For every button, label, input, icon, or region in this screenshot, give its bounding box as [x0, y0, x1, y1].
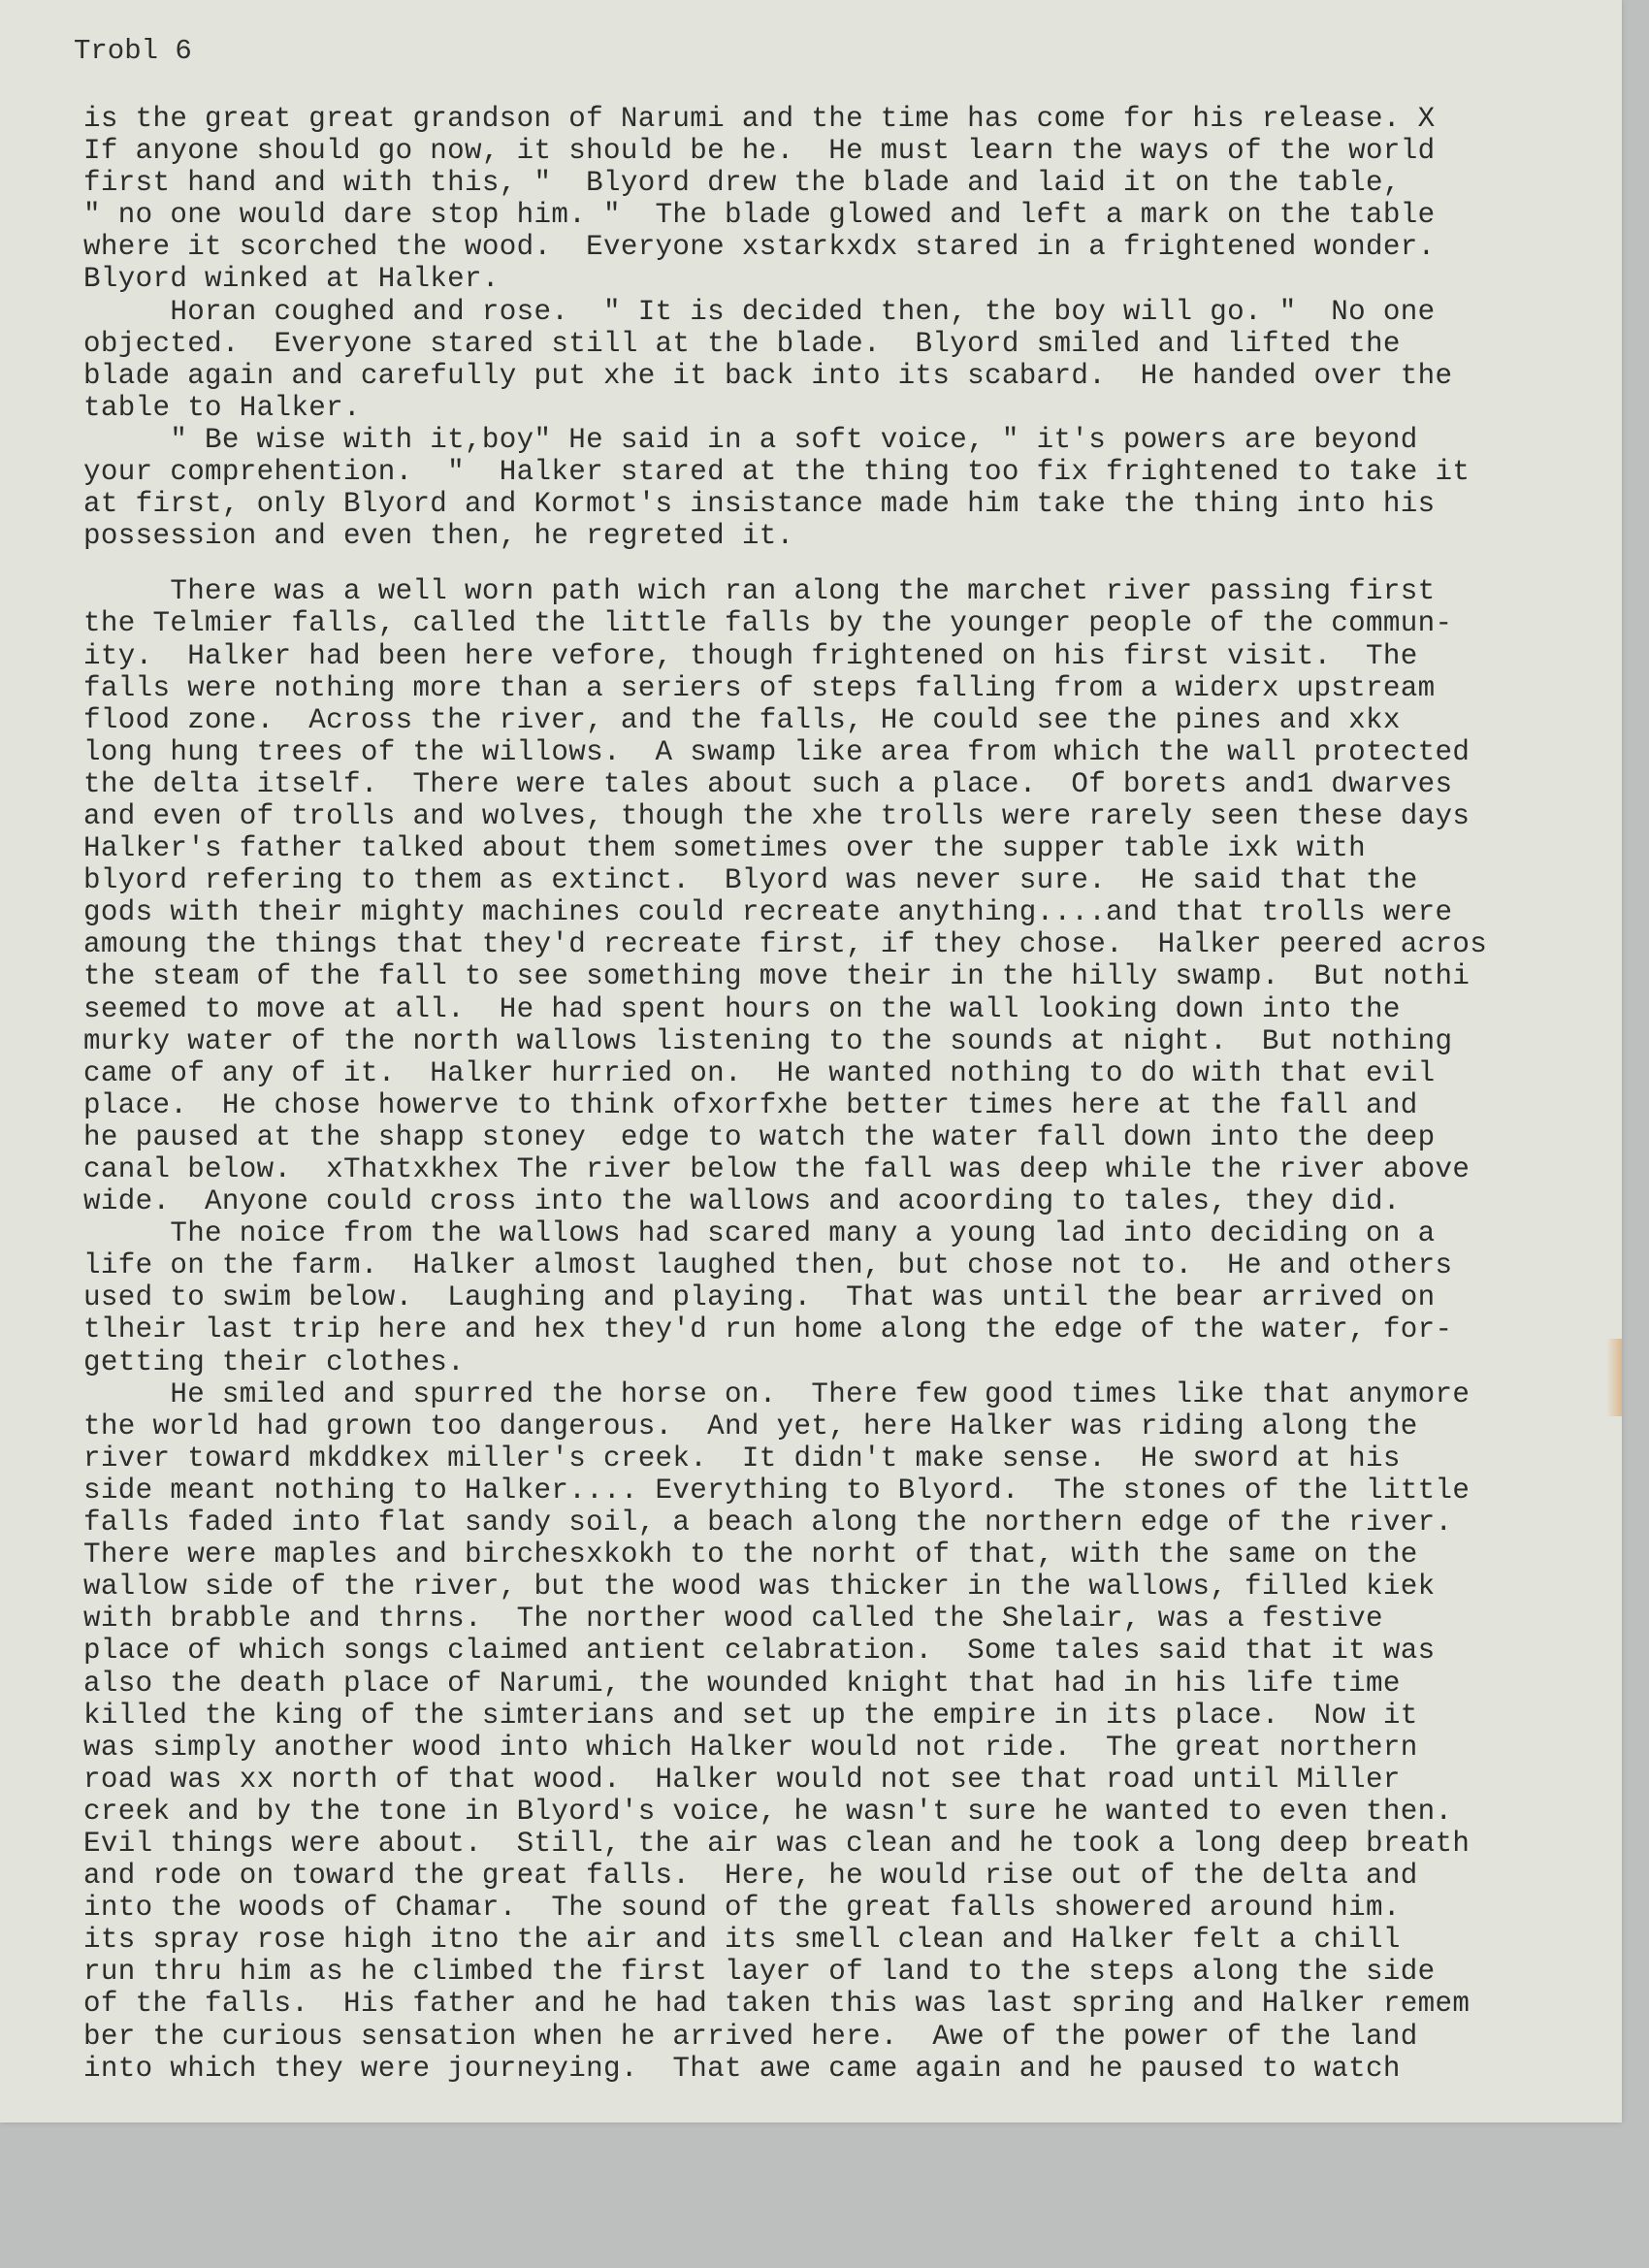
- text-line: ity. Halker had been here vefore, though frightened on his first visit. The: [83, 639, 1418, 672]
- paper-stain: [1606, 1339, 1622, 1416]
- text-line: he paused at the shapp stoney edge to watch the water fall down into the deep: [83, 1120, 1436, 1153]
- text-line: was simply another wood into which Halker would not ride. The great northern: [83, 1731, 1418, 1764]
- text-line: the delta itself. There were tales about such a place. Of borets and1 dwarves: [83, 767, 1453, 800]
- text-line: Evil things were about. Still, the air was clean and he took a long deep breath: [83, 1827, 1471, 1860]
- text-line: ber the curious sensation when he arrived here. Awe of the power of the land: [83, 2020, 1418, 2053]
- text-line: place. He chose howerve to think ofxorfxhe better times here at the fall and: [83, 1088, 1418, 1121]
- page-body: [83, 103, 1626, 2085]
- text-line: wallow side of the river, but the wood was thicker in the wallows, filled kiek: [83, 1571, 1436, 1604]
- text-line: first hand and with this, " Blyord drew the blade and laid it on the table,: [83, 167, 1401, 200]
- paragraph-block-2: [83, 575, 1626, 2084]
- text-line: where it scorched the wood. Everyone xstarkxdx stared in a frightened wonder.: [83, 231, 1436, 264]
- text-line: canal below. xThatxkhex The river below the fall was deep while the river above: [83, 1153, 1471, 1185]
- text-line: came of any of it. Halker hurried on. He wanted nothing to do with that evil: [83, 1056, 1436, 1089]
- paragraph-block-1: [83, 103, 1626, 552]
- text-line: Halker's father talked about them sometimes over the supper table ixk with: [83, 832, 1367, 865]
- text-line: possession and even then, he regreted it.: [83, 520, 794, 553]
- text-line: and even of trolls and wolves, though the xhe trolls were rarely seen these days: [83, 799, 1471, 832]
- text-line: murky water of the north wallows listening to the sounds at night. But nothing: [83, 1024, 1453, 1057]
- text-line: the steam of the fall to see something move their in the hilly swamp. But nothi: [83, 960, 1471, 993]
- text-line: objected. Everyone stared still at the blade. Blyord smiled and lifted the: [83, 327, 1401, 360]
- text-line: If anyone should go now, it should be he. He must learn the ways of the world: [83, 135, 1436, 168]
- text-line: wide. Anyone could cross into the wallows and acoording to tales, they did.: [83, 1185, 1401, 1218]
- text-line: of the falls. His father and he had taken this was last spring and Halker remem: [83, 1988, 1471, 2021]
- text-line: He smiled and spurred the horse on. There few good times like that anymore: [83, 1377, 1471, 1410]
- text-line: creek and by the tone in Blyord's voice, he wasn't sure he wanted to even then.: [83, 1795, 1453, 1828]
- text-line: table to Halker.: [83, 391, 361, 424]
- text-line: and rode on toward the great falls. Here, he would rise out of the delta and: [83, 1860, 1418, 1893]
- text-line: at first, only Blyord and Kormot's insistance made him take the thing into his: [83, 488, 1436, 521]
- text-line: There were maples and birchesxkokh to the norht of that, with the same on the: [83, 1539, 1418, 1571]
- text-line: amoung the things that they'd recreate first, if they chose. Halker peered acros: [83, 928, 1488, 961]
- text-line: your comprehention. " Halker stared at the thing too fix frightened to take it: [83, 456, 1471, 489]
- text-line: falls faded into flat sandy soil, a beach along the northern edge of the river.: [83, 1507, 1453, 1539]
- text-line: gods with their mighty machines could recreate anything....and that trolls were: [83, 896, 1453, 929]
- text-line: run thru him as he climbed the first layer of land to the steps along the side: [83, 1956, 1436, 1989]
- text-line: There was a well worn path wich ran along the marchet river passing first: [83, 575, 1436, 608]
- text-line: Horan coughed and rose. " It is decided then, the boy will go. " No one: [83, 295, 1436, 328]
- text-line: the world had grown too dangerous. And yet, here Halker was riding along the: [83, 1409, 1418, 1442]
- text-line: " Be wise with it,boy" He said in a soft voice, " it's powers are beyond: [83, 423, 1418, 456]
- text-line: getting their clothes.: [83, 1345, 466, 1378]
- text-line: life on the farm. Halker almost laughed then, but chose not to. He and others: [83, 1249, 1453, 1282]
- text-line: with brabble and thrns. The norther wood called the Shelair, was a festive: [83, 1603, 1383, 1636]
- text-line: tlheir last trip here and hex they'd run home along the edge of the water, for-: [83, 1313, 1453, 1346]
- paragraph-gap: [83, 552, 1626, 575]
- text-line: killed the king of the simterians and set up the empire in its place. Now it: [83, 1699, 1418, 1732]
- text-line: road was xx north of that wood. Halker would not see that road until Miller: [83, 1763, 1401, 1796]
- text-line: falls were nothing more than a seriers of steps falling from a widerx upstream: [83, 671, 1436, 704]
- text-line: the Telmier falls, called the little falls by the younger people of the commun-: [83, 607, 1453, 640]
- text-line: used to swim below. Laughing and playing. That was until the bear arrived on: [83, 1281, 1436, 1314]
- text-line: river toward mkddkex miller's creek. It didn't make sense. He sword at his: [83, 1442, 1401, 1474]
- text-line: " no one would dare stop him. " The blade glowed and left a mark on the table: [83, 199, 1436, 232]
- page-header: Trobl 6: [74, 35, 192, 67]
- text-line: into the woods of Chamar. The sound of the great falls showered around him.: [83, 1892, 1401, 1925]
- text-line: also the death place of Narumi, the wounded knight that had in his life time: [83, 1667, 1401, 1700]
- text-line: blade again and carefully put xhe it back into its scabard. He handed over the: [83, 359, 1453, 392]
- text-line: side meant nothing to Halker.... Everything to Blyord. The stones of the little: [83, 1474, 1471, 1507]
- text-line: blyord refering to them as extinct. Blyord was never sure. He said that the: [83, 864, 1418, 897]
- text-line: The noice from the wallows had scared many a young lad into deciding on a: [83, 1217, 1436, 1250]
- text-line: Blyord winked at Halker.: [83, 263, 500, 296]
- text-line: long hung trees of the willows. A swamp like area from which the wall protected: [83, 735, 1471, 768]
- text-line: its spray rose high itno the air and its smell clean and Halker felt a chill: [83, 1924, 1401, 1957]
- text-line: is the great great grandson of Narumi and the time has come for his release. X: [83, 103, 1436, 135]
- text-line: flood zone. Across the river, and the falls, He could see the pines and xkx: [83, 703, 1401, 736]
- text-line: place of which songs claimed antient celabration. Some tales said that it was: [83, 1635, 1436, 1668]
- text-line: into which they were journeying. That awe came again and he paused to watch: [83, 2052, 1401, 2085]
- text-line: seemed to move at all. He had spent hours on the wall looking down into the: [83, 992, 1401, 1025]
